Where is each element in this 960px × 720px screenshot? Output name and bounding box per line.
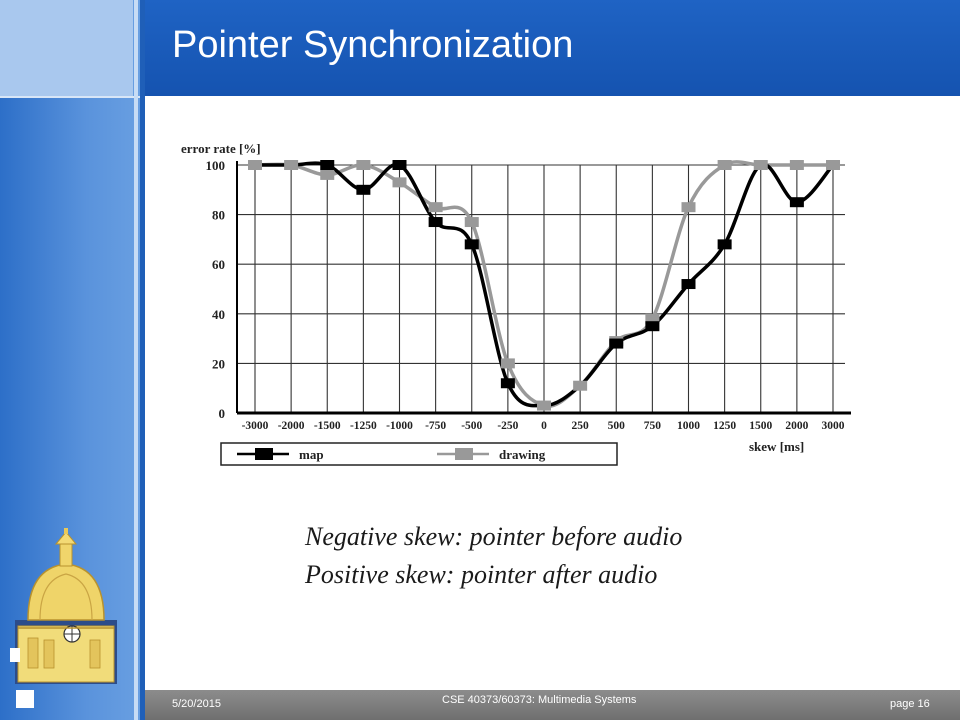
x-tick-label: 250 — [571, 420, 589, 432]
y-tick-label: 100 — [205, 158, 225, 173]
x-axis-label: skew [ms] — [749, 439, 805, 454]
y-tick-label: 0 — [218, 406, 225, 421]
data-point-map — [393, 160, 407, 170]
y-tick-labels — [206, 158, 226, 421]
caption-negative-skew: Negative skew: pointer before audio — [305, 522, 683, 551]
data-point-map — [320, 160, 334, 170]
x-tick-label: 2000 — [785, 420, 809, 432]
x-tick-label: 3000 — [821, 420, 845, 432]
corner-block — [0, 0, 133, 96]
y-tick-label: 40 — [212, 306, 225, 322]
legend-label-drawing: drawing — [499, 447, 546, 462]
data-point-map — [718, 239, 732, 249]
caption-positive-skew: Positive skew: pointer after audio — [305, 560, 658, 589]
slide-title: Pointer Synchronization — [172, 24, 574, 66]
y-axis-label: error rate [%] — [181, 141, 261, 156]
x-tick-label: -1000 — [386, 420, 413, 432]
x-tick-labels — [242, 420, 845, 432]
chart-grid — [237, 165, 845, 413]
y-tick-label: 20 — [212, 356, 225, 372]
legend-marker-drawing — [455, 448, 473, 460]
footer-date: 5/20/2015 — [172, 698, 221, 710]
footer-course: CSE 40373/60373: Multimedia Systems — [442, 694, 637, 706]
data-point-drawing — [826, 160, 840, 170]
data-point-drawing — [501, 358, 515, 368]
x-tick-label: -1500 — [313, 420, 341, 432]
x-tick-label: -250 — [497, 420, 519, 432]
data-point-map — [609, 339, 623, 349]
data-point-drawing — [393, 177, 407, 187]
data-point-map — [501, 378, 515, 388]
legend-label-map: map — [299, 447, 324, 462]
x-tick-label: -2000 — [277, 420, 305, 432]
x-tick-label: 1000 — [677, 420, 700, 432]
data-point-drawing — [790, 160, 804, 170]
x-tick-label: -1250 — [349, 420, 377, 432]
data-point-drawing — [320, 170, 334, 180]
sidebar-stripe-light — [134, 0, 138, 720]
data-point-drawing — [248, 160, 262, 170]
data-point-drawing — [537, 401, 551, 411]
y-tick-label: 60 — [212, 257, 225, 273]
data-point-drawing — [356, 160, 370, 170]
footer-page-number: page 16 — [890, 698, 930, 710]
data-point-map — [356, 185, 370, 195]
x-tick-label: -750 — [425, 420, 447, 432]
y-tick-label: 80 — [212, 207, 225, 223]
data-point-map — [429, 217, 443, 227]
sidebar-stripe-dark — [140, 0, 145, 720]
logo-white-block — [16, 690, 34, 708]
error-rate-chart — [175, 135, 865, 475]
golden-dome-logo-icon — [10, 528, 122, 698]
data-point-drawing — [429, 202, 443, 212]
data-point-drawing — [682, 202, 696, 212]
x-tick-label: -500 — [461, 420, 483, 432]
x-tick-label: 500 — [607, 420, 625, 432]
data-point-drawing — [754, 160, 768, 170]
data-point-map — [645, 321, 659, 331]
data-point-map — [465, 239, 479, 249]
corner-divider — [0, 96, 145, 98]
x-tick-label: -3000 — [241, 420, 269, 432]
data-point-drawing — [284, 160, 298, 170]
x-tick-label: 750 — [643, 420, 661, 432]
data-point-map — [790, 197, 804, 207]
data-point-drawing — [465, 217, 479, 227]
data-point-drawing — [573, 381, 587, 391]
x-tick-label: 1250 — [713, 420, 737, 432]
x-tick-label: 1500 — [749, 420, 773, 432]
x-tick-label: 0 — [541, 420, 547, 432]
data-point-map — [682, 279, 696, 289]
data-point-drawing — [718, 160, 732, 170]
legend-marker-map — [255, 448, 273, 460]
chart-legend — [221, 443, 617, 465]
